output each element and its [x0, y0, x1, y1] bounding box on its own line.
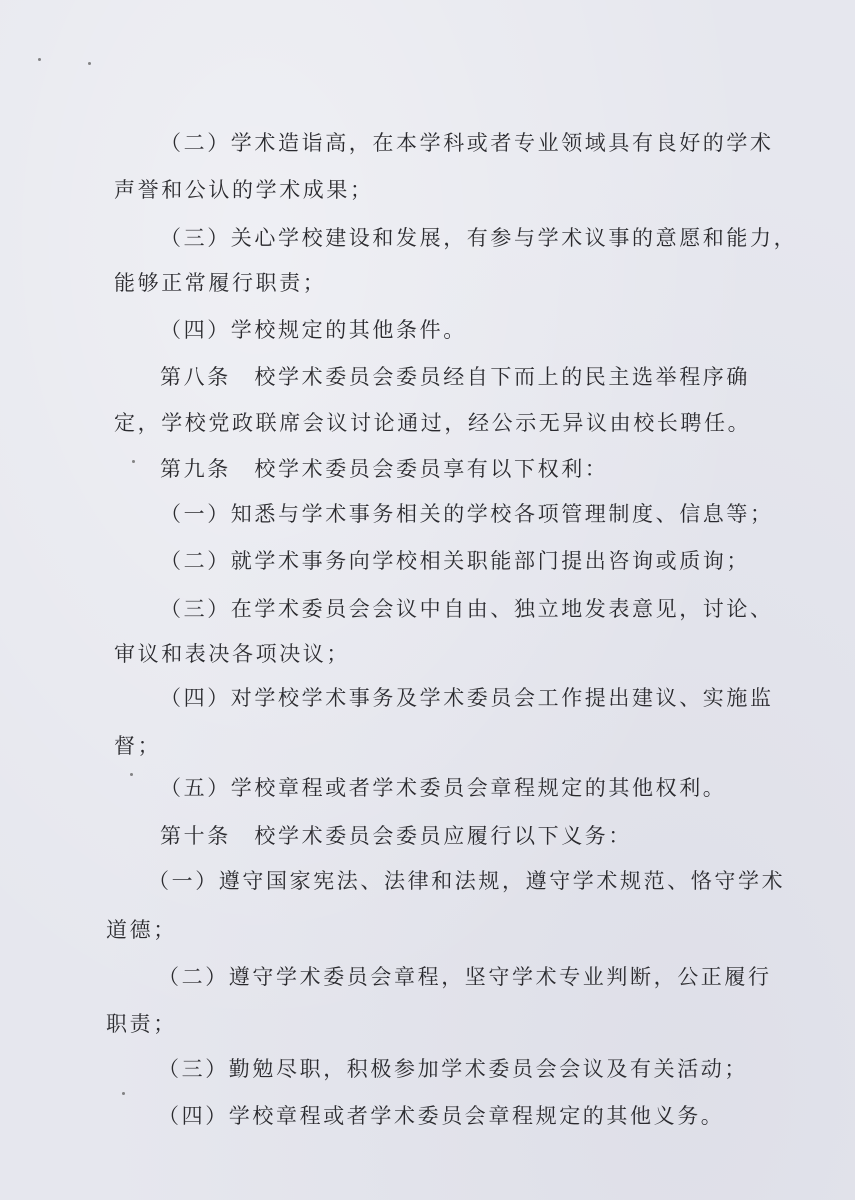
- scan-speck: [88, 62, 91, 65]
- text-line: （二）学术造诣高，在本学科或者专业领域具有良好的学术: [160, 131, 774, 155]
- text-line: （二）遵守学术委员会章程，坚守学术专业判断，公正履行: [158, 965, 772, 989]
- text-line: 第九条 校学术委员会委员享有以下权利：: [160, 457, 609, 481]
- text-line: （一）知悉与学术事务相关的学校各项管理制度、信息等；: [160, 502, 774, 526]
- text-line: 职责；: [106, 1012, 177, 1036]
- text-line: 定，学校党政联席会议讨论通过，经公示无异议由校长聘任。: [114, 411, 752, 435]
- text-line: 声誉和公认的学术成果；: [114, 178, 374, 202]
- text-line: 道德；: [106, 918, 177, 942]
- text-line: 第八条 校学术委员会委员经自下而上的民主选举程序确: [160, 365, 750, 389]
- text-line: 审议和表决各项决议；: [114, 642, 350, 666]
- text-line: （三）在学术委员会会议中自由、独立地发表意见，讨论、: [160, 597, 774, 621]
- scan-speck: [122, 1092, 125, 1095]
- scan-speck: [130, 773, 133, 776]
- text-line: 督；: [114, 734, 162, 758]
- text-line: （一）遵守国家宪法、法律和法规，遵守学术规范、恪守学术: [148, 869, 786, 893]
- text-line: 第十条 校学术委员会委员应履行以下义务：: [160, 824, 632, 848]
- text-line: （三）勤勉尽职，积极参加学术委员会会议及有关活动；: [158, 1057, 748, 1081]
- scan-speck: [132, 460, 135, 463]
- text-line: （四）学校章程或者学术委员会章程规定的其他义务。: [158, 1104, 725, 1128]
- scan-speck: [38, 58, 41, 61]
- text-line: （三）关心学校建设和发展，有参与学术议事的意愿和能力，: [160, 226, 798, 250]
- text-line: （四）学校规定的其他条件。: [160, 318, 467, 342]
- text-line: （四）对学校学术事务及学术委员会工作提出建议、实施监: [160, 686, 774, 710]
- text-line: 能够正常履行职责；: [114, 271, 327, 295]
- text-line: （二）就学术事务向学校相关职能部门提出咨询或质询；: [160, 549, 750, 573]
- text-line: （五）学校章程或者学术委员会章程规定的其他权利。: [160, 776, 727, 800]
